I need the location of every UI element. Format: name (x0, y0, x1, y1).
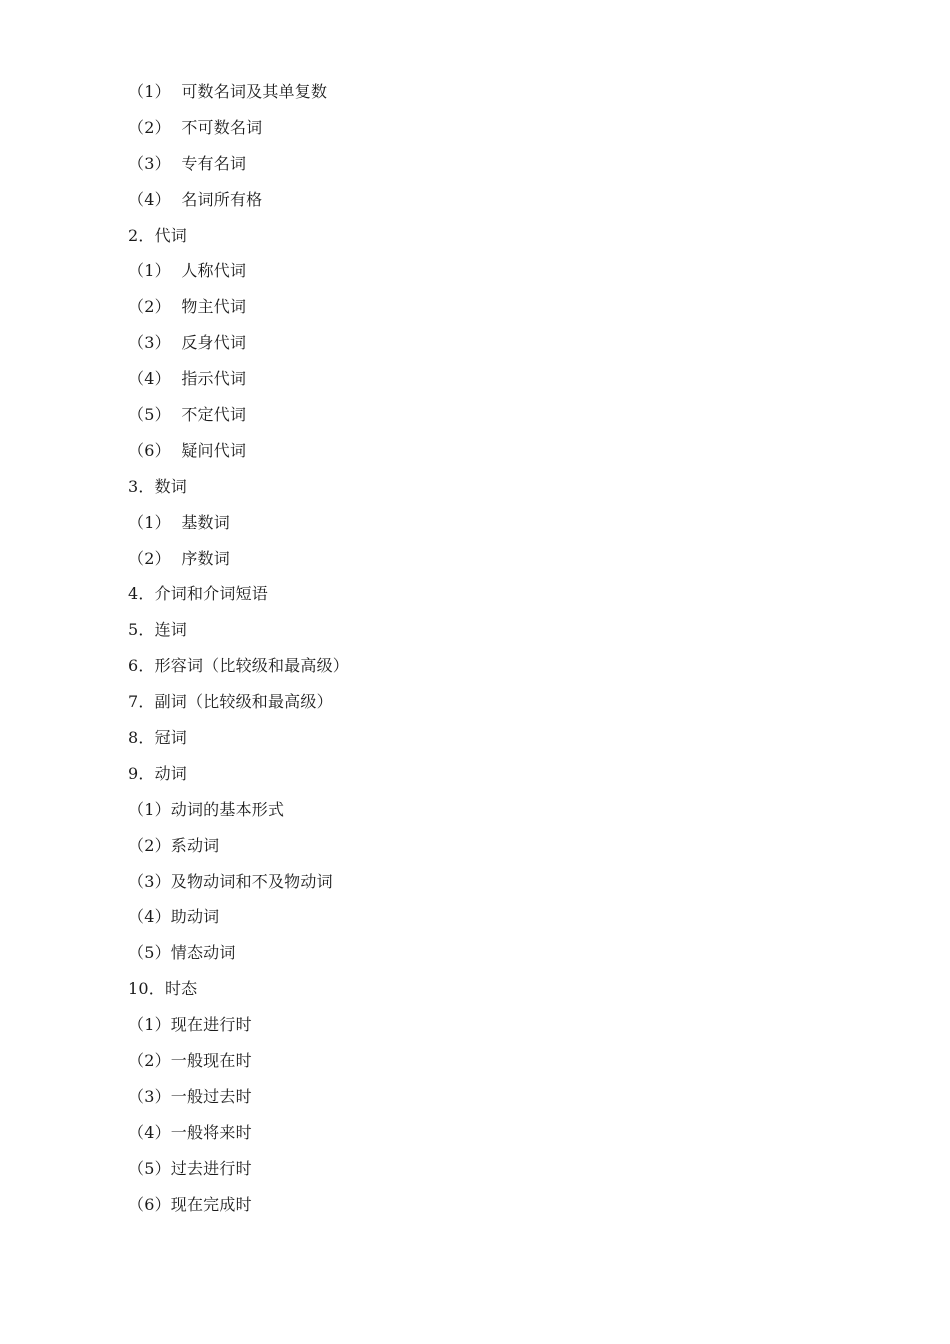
outline-item: （3）及物动词和不及物动词 (128, 871, 333, 891)
outline-item: （2） 序数词 (128, 548, 230, 568)
outline-item: （2） 物主代词 (128, 297, 247, 317)
outline-item: （2）一般现在时 (128, 1051, 252, 1071)
outline-heading: 5．连词 (128, 620, 187, 640)
outline-item: （1） 基数词 (128, 512, 230, 532)
outline-item: （4） 名词所有格 (128, 189, 263, 209)
outline-item: （5） 不定代词 (128, 405, 247, 425)
outline-heading: 2．代词 (128, 225, 187, 245)
outline-item: （4）助动词 (128, 907, 220, 927)
outline-item: （1）现在进行时 (128, 1015, 252, 1035)
outline-heading: 9．动词 (128, 763, 187, 783)
outline-heading: 4．介词和介词短语 (128, 584, 268, 604)
outline-item: （4）一般将来时 (128, 1122, 252, 1142)
outline-item: （2） 不可数名词 (128, 117, 263, 137)
outline-item: （1） 人称代词 (128, 261, 247, 281)
outline-item: （2）系动词 (128, 835, 220, 855)
outline-item: （1）动词的基本形式 (128, 799, 285, 819)
outline-heading: 6．形容词（比较级和最高级） (128, 656, 349, 676)
outline-item: （3） 专有名词 (128, 153, 247, 173)
outline-heading: 10．时态 (128, 979, 198, 999)
outline-item: （6） 疑问代词 (128, 440, 247, 460)
outline-heading: 7．副词（比较级和最高级） (128, 692, 333, 712)
outline-heading: 3．数词 (128, 476, 187, 496)
outline-item: （5）情态动词 (128, 943, 236, 963)
outline-item: （5）过去进行时 (128, 1158, 252, 1178)
outline-item: （1） 可数名词及其单复数 (128, 82, 328, 101)
outline-item: （3）一般过去时 (128, 1086, 252, 1106)
outline-item: （3） 反身代词 (128, 333, 247, 353)
outline-heading: 8．冠词 (128, 728, 187, 748)
outline-item: （4） 指示代词 (128, 369, 247, 389)
outline-item: （6）现在完成时 (128, 1194, 252, 1214)
grammar-outline-list (128, 78, 349, 1227)
